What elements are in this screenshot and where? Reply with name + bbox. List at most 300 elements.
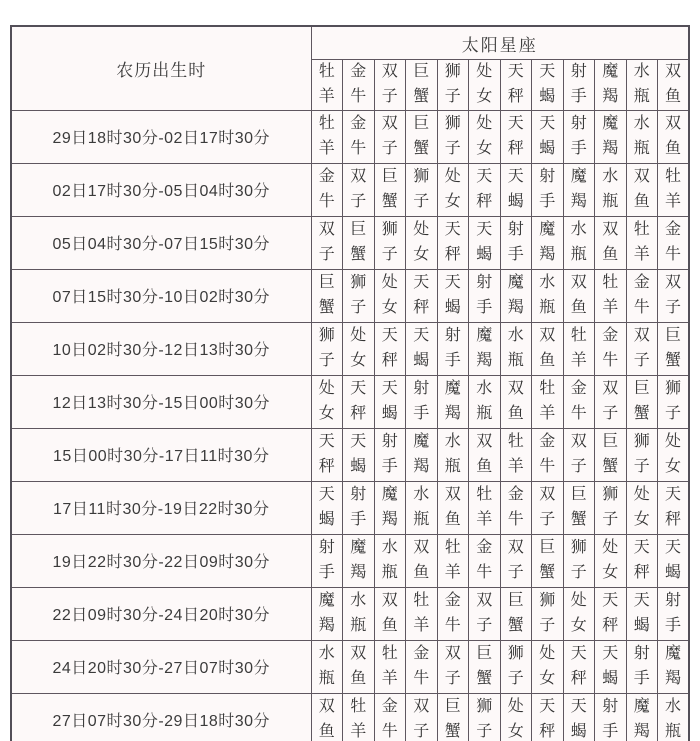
sign-label: 金牛 <box>664 220 681 263</box>
sign-label: 天秤 <box>350 379 367 422</box>
sign-column-header <box>500 60 532 111</box>
sign-label: 天蝎 <box>350 432 367 475</box>
sign-cell <box>311 534 343 587</box>
sign-cell <box>406 640 438 693</box>
sign-label: 巨蟹 <box>570 485 587 528</box>
sign-cell <box>563 269 595 322</box>
sign-label: 处女 <box>381 273 398 316</box>
sign-label: 水瓶 <box>507 326 524 369</box>
table-row <box>11 428 689 481</box>
sign-cell <box>406 534 438 587</box>
time-range-cell: 22日09时30分-24日20时30分 <box>11 587 311 640</box>
table-row <box>11 640 689 693</box>
sign-label: 巨蟹 <box>444 697 461 740</box>
sign-column-header <box>563 60 595 111</box>
table-row <box>11 110 689 163</box>
sign-cell <box>563 481 595 534</box>
sign-cell <box>563 693 595 741</box>
sign-label: 牡羊 <box>539 379 556 422</box>
sign-label: 魔羯 <box>633 697 650 740</box>
sign-label: 水瓶 <box>633 114 650 157</box>
sign-cell <box>658 375 690 428</box>
sign-label: 处女 <box>570 591 587 634</box>
table-row <box>11 322 689 375</box>
sign-label: 天蝎 <box>318 485 335 528</box>
sign-label: 处女 <box>350 326 367 369</box>
sign-label: 巨蟹 <box>507 591 524 634</box>
sign-cell <box>532 534 564 587</box>
sign-cell <box>469 375 501 428</box>
sign-label: 处女 <box>318 379 335 422</box>
sign-cell <box>343 693 375 741</box>
sign-label: 天蝎 <box>507 167 524 210</box>
sign-label: 牡羊 <box>318 63 335 105</box>
sign-cell <box>311 428 343 481</box>
sign-label: 金牛 <box>350 63 367 105</box>
sign-cell <box>311 216 343 269</box>
sign-cell <box>500 640 532 693</box>
table-row <box>11 481 689 534</box>
sign-cell <box>563 163 595 216</box>
sign-cell <box>626 693 658 741</box>
sign-label: 巨蟹 <box>350 220 367 263</box>
sun-sign-header: 太阳星座 <box>311 26 689 60</box>
sign-label: 金牛 <box>539 432 556 475</box>
sign-label: 水瓶 <box>318 644 335 687</box>
sign-label: 狮子 <box>570 538 587 581</box>
table-row <box>11 269 689 322</box>
sign-label: 水瓶 <box>539 273 556 316</box>
sign-column-header <box>343 60 375 111</box>
sign-label: 双子 <box>318 220 335 263</box>
sign-label: 金牛 <box>507 485 524 528</box>
sign-cell <box>374 640 406 693</box>
sign-cell <box>626 163 658 216</box>
sign-label: 天蝎 <box>413 326 430 369</box>
sign-label: 天秤 <box>539 697 556 740</box>
sign-column-header <box>595 60 627 111</box>
header-row-top <box>11 26 689 60</box>
sign-label: 魔羯 <box>664 644 681 687</box>
sign-label: 射手 <box>602 697 619 740</box>
sign-cell <box>343 428 375 481</box>
sign-label: 狮子 <box>318 326 335 369</box>
sign-label: 天秤 <box>602 591 619 634</box>
sign-cell <box>406 693 438 741</box>
sign-label: 牡羊 <box>570 326 587 369</box>
sign-label: 双鱼 <box>507 379 524 422</box>
sign-label: 射手 <box>570 114 587 157</box>
sign-cell <box>658 322 690 375</box>
sign-label: 双鱼 <box>318 697 335 740</box>
sign-label: 双子 <box>413 697 430 740</box>
time-range-cell: 17日11时30分-19日22时30分 <box>11 481 311 534</box>
sign-label: 天秤 <box>476 167 493 210</box>
sign-cell <box>563 322 595 375</box>
sign-label: 天秤 <box>633 538 650 581</box>
sign-cell <box>406 322 438 375</box>
sign-column-header <box>311 60 343 111</box>
sign-cell <box>626 534 658 587</box>
sign-label: 双鱼 <box>381 591 398 634</box>
sign-column-header <box>532 60 564 111</box>
sign-cell <box>343 587 375 640</box>
sign-cell <box>311 481 343 534</box>
time-range-cell: 07日15时30分-10日02时30分 <box>11 269 311 322</box>
sign-cell <box>311 110 343 163</box>
sign-label: 牡羊 <box>318 114 335 157</box>
sign-cell <box>406 587 438 640</box>
sign-cell <box>595 428 627 481</box>
sign-cell <box>532 163 564 216</box>
sign-label: 双子 <box>570 432 587 475</box>
sign-cell <box>343 640 375 693</box>
sign-label: 处女 <box>444 167 461 210</box>
sign-cell <box>595 110 627 163</box>
sign-cell <box>595 269 627 322</box>
sign-cell <box>406 375 438 428</box>
sign-cell <box>563 534 595 587</box>
sign-label: 双鱼 <box>664 114 681 157</box>
sign-cell <box>437 322 469 375</box>
sign-cell <box>595 375 627 428</box>
sign-cell <box>500 693 532 741</box>
sign-cell <box>406 269 438 322</box>
sign-cell <box>469 640 501 693</box>
sign-label: 双子 <box>444 644 461 687</box>
sign-label: 处女 <box>602 538 619 581</box>
table-row <box>11 375 689 428</box>
sign-cell <box>500 375 532 428</box>
sign-label: 双子 <box>664 273 681 316</box>
sign-cell <box>626 322 658 375</box>
sign-cell <box>437 693 469 741</box>
sign-label: 射手 <box>444 326 461 369</box>
sign-label: 狮子 <box>350 273 367 316</box>
sign-cell <box>311 269 343 322</box>
sign-label: 魔羯 <box>570 167 587 210</box>
sign-label: 射手 <box>539 167 556 210</box>
sign-label: 狮子 <box>539 591 556 634</box>
sign-label: 狮子 <box>633 432 650 475</box>
sign-label: 巨蟹 <box>318 273 335 316</box>
sign-label: 魔羯 <box>318 591 335 634</box>
sign-cell <box>500 587 532 640</box>
table-row <box>11 587 689 640</box>
sign-label: 处女 <box>664 432 681 475</box>
sign-cell <box>343 163 375 216</box>
sign-cell <box>658 216 690 269</box>
sign-cell <box>532 587 564 640</box>
sign-label: 天蝎 <box>539 114 556 157</box>
sign-label: 天秤 <box>444 220 461 263</box>
sign-label: 金牛 <box>570 379 587 422</box>
sign-label: 射手 <box>664 591 681 634</box>
sign-cell <box>563 640 595 693</box>
sign-label: 金牛 <box>602 326 619 369</box>
sign-cell <box>500 534 532 587</box>
time-range-cell: 15日00时30分-17日11时30分 <box>11 428 311 481</box>
sign-cell <box>658 693 690 741</box>
sign-label: 双鱼 <box>350 644 367 687</box>
sign-cell <box>374 534 406 587</box>
sign-cell <box>374 269 406 322</box>
sign-label: 射手 <box>476 273 493 316</box>
sign-cell <box>532 322 564 375</box>
sign-cell <box>469 534 501 587</box>
sign-label: 双子 <box>602 379 619 422</box>
sign-cell <box>563 375 595 428</box>
sign-cell <box>626 481 658 534</box>
sign-label: 双子 <box>507 538 524 581</box>
sign-label: 魔羯 <box>444 379 461 422</box>
sign-cell <box>311 587 343 640</box>
sign-cell <box>532 428 564 481</box>
sign-cell <box>374 110 406 163</box>
sign-label: 金牛 <box>476 538 493 581</box>
sign-label: 天蝎 <box>381 379 398 422</box>
sign-cell <box>626 640 658 693</box>
sign-label: 双鱼 <box>633 167 650 210</box>
sign-label: 天秤 <box>318 432 335 475</box>
sign-cell <box>343 269 375 322</box>
sign-label: 魔羯 <box>602 114 619 157</box>
sign-label: 天蝎 <box>539 63 556 105</box>
sign-cell <box>343 534 375 587</box>
table-body <box>11 110 689 741</box>
sign-label: 处女 <box>507 697 524 740</box>
sign-cell <box>658 640 690 693</box>
sign-cell <box>469 216 501 269</box>
time-range-cell: 12日13时30分-15日00时30分 <box>11 375 311 428</box>
sign-label: 金牛 <box>633 273 650 316</box>
sign-cell <box>595 693 627 741</box>
sign-label: 牡羊 <box>413 591 430 634</box>
sign-cell <box>626 269 658 322</box>
sign-cell <box>658 534 690 587</box>
sign-column-header <box>626 60 658 111</box>
sign-label: 巨蟹 <box>413 114 430 157</box>
sign-label: 水瓶 <box>413 485 430 528</box>
sign-cell <box>469 428 501 481</box>
sign-label: 狮子 <box>444 63 461 105</box>
sign-cell <box>626 110 658 163</box>
sign-label: 牡羊 <box>602 273 619 316</box>
sign-label: 金牛 <box>413 644 430 687</box>
sign-cell <box>563 110 595 163</box>
sign-cell <box>532 110 564 163</box>
sign-cell <box>311 322 343 375</box>
sign-cell <box>595 216 627 269</box>
sign-label: 水瓶 <box>444 432 461 475</box>
sign-column-header <box>406 60 438 111</box>
sign-label: 天蝎 <box>664 538 681 581</box>
sign-cell <box>626 587 658 640</box>
sign-cell <box>311 693 343 741</box>
sign-label: 双子 <box>381 114 398 157</box>
sign-cell <box>343 216 375 269</box>
sign-cell <box>563 428 595 481</box>
sign-cell <box>437 640 469 693</box>
time-range-cell: 19日22时30分-22日09时30分 <box>11 534 311 587</box>
sign-cell <box>311 640 343 693</box>
sign-label: 射手 <box>633 644 650 687</box>
sign-label: 巨蟹 <box>602 432 619 475</box>
sign-label: 双鱼 <box>664 63 681 105</box>
sign-cell <box>595 322 627 375</box>
sign-column-header <box>658 60 690 111</box>
sign-cell <box>374 322 406 375</box>
sign-cell <box>437 534 469 587</box>
sign-label: 射手 <box>507 220 524 263</box>
sign-cell <box>500 269 532 322</box>
sign-label: 双子 <box>381 63 398 105</box>
time-range-cell: 29日18时30分-02日17时30分 <box>11 110 311 163</box>
sign-label: 狮子 <box>444 114 461 157</box>
sign-label: 天秤 <box>507 63 524 105</box>
sign-label: 狮子 <box>476 697 493 740</box>
sign-cell <box>437 163 469 216</box>
sign-label: 天秤 <box>664 485 681 528</box>
sign-label: 牡羊 <box>664 167 681 210</box>
sign-label: 处女 <box>633 485 650 528</box>
sign-label: 水瓶 <box>381 538 398 581</box>
sign-label: 射手 <box>413 379 430 422</box>
sign-cell <box>437 216 469 269</box>
sign-cell <box>437 375 469 428</box>
sun-sign-table <box>10 25 690 741</box>
sign-cell <box>343 110 375 163</box>
time-column-header: 农历出生时 <box>11 26 311 110</box>
sign-column-header <box>469 60 501 111</box>
sign-label: 牡羊 <box>444 538 461 581</box>
sign-label: 天秤 <box>381 326 398 369</box>
sign-cell <box>374 481 406 534</box>
sign-label: 水瓶 <box>633 63 650 105</box>
sign-cell <box>374 693 406 741</box>
sign-cell <box>437 110 469 163</box>
sign-label: 牡羊 <box>476 485 493 528</box>
table-row <box>11 216 689 269</box>
sign-cell <box>658 481 690 534</box>
sign-cell <box>406 428 438 481</box>
sign-label: 双鱼 <box>570 273 587 316</box>
sign-label: 牡羊 <box>507 432 524 475</box>
sign-cell <box>658 110 690 163</box>
sign-label: 狮子 <box>413 167 430 210</box>
sign-label: 狮子 <box>602 485 619 528</box>
sign-cell <box>343 322 375 375</box>
sign-label: 魔羯 <box>602 63 619 105</box>
sign-column-header <box>374 60 406 111</box>
sign-label: 魔羯 <box>381 485 398 528</box>
sign-label: 金牛 <box>350 114 367 157</box>
sign-label: 处女 <box>476 114 493 157</box>
sign-label: 金牛 <box>318 167 335 210</box>
sign-label: 水瓶 <box>664 697 681 740</box>
sign-cell <box>595 481 627 534</box>
sign-label: 水瓶 <box>570 220 587 263</box>
sign-label: 双鱼 <box>539 326 556 369</box>
sign-cell <box>311 163 343 216</box>
sign-cell <box>595 163 627 216</box>
sign-cell <box>469 587 501 640</box>
sign-cell <box>406 481 438 534</box>
time-range-cell: 02日17时30分-05日04时30分 <box>11 163 311 216</box>
sign-cell <box>469 693 501 741</box>
sign-cell <box>437 481 469 534</box>
sign-cell <box>532 640 564 693</box>
sign-label: 天蝎 <box>476 220 493 263</box>
sign-label: 巨蟹 <box>381 167 398 210</box>
sign-cell <box>374 428 406 481</box>
sign-label: 狮子 <box>664 379 681 422</box>
sign-label: 天秤 <box>570 644 587 687</box>
sign-cell <box>374 375 406 428</box>
sign-label: 狮子 <box>381 220 398 263</box>
sign-label: 双子 <box>539 485 556 528</box>
sign-cell <box>469 110 501 163</box>
sign-cell <box>406 110 438 163</box>
sign-label: 巨蟹 <box>539 538 556 581</box>
sign-label: 魔羯 <box>350 538 367 581</box>
sign-label: 天蝎 <box>633 591 650 634</box>
sign-label: 金牛 <box>444 591 461 634</box>
sign-cell <box>406 216 438 269</box>
sign-cell <box>658 428 690 481</box>
sign-label: 巨蟹 <box>476 644 493 687</box>
sign-label: 狮子 <box>507 644 524 687</box>
sign-label: 射手 <box>381 432 398 475</box>
sign-label: 双子 <box>476 591 493 634</box>
sign-label: 双鱼 <box>476 432 493 475</box>
sign-label: 水瓶 <box>602 167 619 210</box>
sign-cell <box>500 163 532 216</box>
sign-cell <box>374 587 406 640</box>
sign-label: 金牛 <box>381 697 398 740</box>
sign-cell <box>469 269 501 322</box>
sign-label: 处女 <box>413 220 430 263</box>
time-range-cell: 27日07时30分-29日18时30分 <box>11 693 311 741</box>
sign-cell <box>658 163 690 216</box>
sign-cell <box>437 269 469 322</box>
time-range-cell: 24日20时30分-27日07时30分 <box>11 640 311 693</box>
sign-label: 射手 <box>350 485 367 528</box>
sign-cell <box>532 216 564 269</box>
sign-cell <box>500 110 532 163</box>
sign-label: 处女 <box>476 63 493 105</box>
sign-cell <box>532 269 564 322</box>
sign-label: 水瓶 <box>350 591 367 634</box>
sign-label: 天秤 <box>507 114 524 157</box>
sign-cell <box>437 428 469 481</box>
sign-label: 双鱼 <box>444 485 461 528</box>
sign-cell <box>469 322 501 375</box>
sign-cell <box>532 693 564 741</box>
sign-label: 天蝎 <box>444 273 461 316</box>
sign-label: 魔羯 <box>476 326 493 369</box>
time-range-cell: 10日02时30分-12日13时30分 <box>11 322 311 375</box>
sign-cell <box>437 587 469 640</box>
sign-label: 天秤 <box>413 273 430 316</box>
sign-label: 魔羯 <box>507 273 524 316</box>
sign-cell <box>626 428 658 481</box>
sign-cell <box>500 216 532 269</box>
sign-cell <box>469 481 501 534</box>
sign-cell <box>469 163 501 216</box>
sign-label: 双鱼 <box>413 538 430 581</box>
sign-cell <box>343 481 375 534</box>
